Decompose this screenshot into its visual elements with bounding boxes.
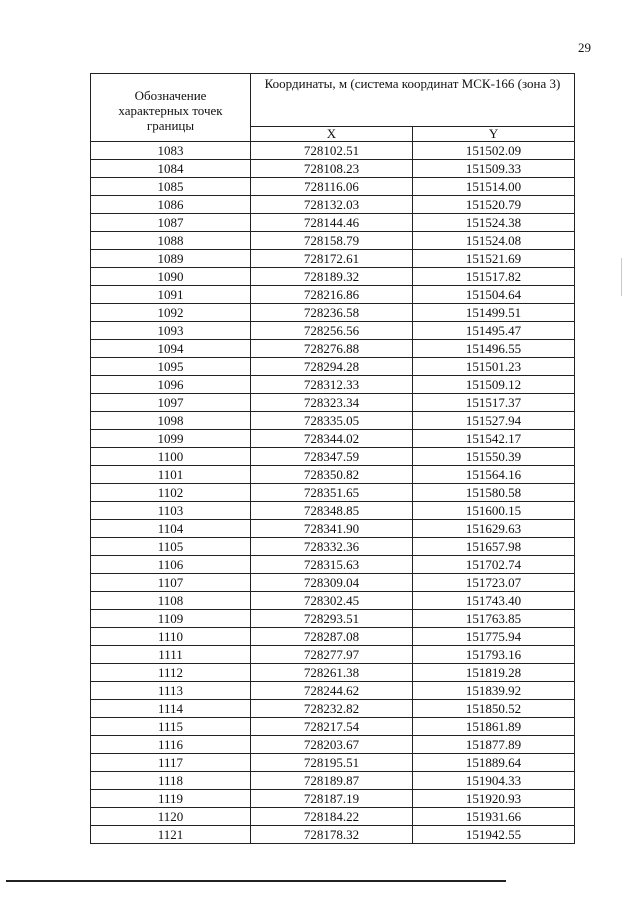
point-id-cell: 1084 bbox=[91, 160, 251, 178]
point-id-cell: 1113 bbox=[91, 682, 251, 700]
table-row bbox=[91, 556, 575, 574]
y-coordinate-cell: 151514.00 bbox=[413, 178, 575, 196]
x-coordinate-cell: 728302.45 bbox=[251, 592, 413, 610]
table-row bbox=[91, 772, 575, 790]
x-coordinate-cell: 728232.82 bbox=[251, 700, 413, 718]
table-row bbox=[91, 448, 575, 466]
x-coordinate-cell: 728184.22 bbox=[251, 808, 413, 826]
table-row bbox=[91, 376, 575, 394]
x-coordinate-cell: 728144.46 bbox=[251, 214, 413, 232]
x-coordinate-cell: 728158.79 bbox=[251, 232, 413, 250]
x-coordinate-cell: 728195.51 bbox=[251, 754, 413, 772]
y-coordinate-cell: 151502.09 bbox=[413, 142, 575, 160]
x-coordinate-cell: 728189.32 bbox=[251, 268, 413, 286]
table-row bbox=[91, 790, 575, 808]
point-id-cell: 1106 bbox=[91, 556, 251, 574]
point-id-cell: 1119 bbox=[91, 790, 251, 808]
point-id-cell: 1093 bbox=[91, 322, 251, 340]
table-row bbox=[91, 628, 575, 646]
point-id-cell: 1112 bbox=[91, 664, 251, 682]
y-coordinate-cell: 151743.40 bbox=[413, 592, 575, 610]
table-row bbox=[91, 610, 575, 628]
scan-margin-mark bbox=[621, 258, 622, 296]
y-coordinate-cell: 151527.94 bbox=[413, 412, 575, 430]
y-coordinate-cell: 151702.74 bbox=[413, 556, 575, 574]
y-coordinate-cell: 151877.89 bbox=[413, 736, 575, 754]
table-row bbox=[91, 160, 575, 178]
point-id-cell: 1108 bbox=[91, 592, 251, 610]
y-coordinate-cell: 151509.33 bbox=[413, 160, 575, 178]
x-coordinate-cell: 728217.54 bbox=[251, 718, 413, 736]
y-coordinate-cell: 151629.63 bbox=[413, 520, 575, 538]
x-coordinate-cell: 728244.62 bbox=[251, 682, 413, 700]
x-coordinate-cell: 728108.23 bbox=[251, 160, 413, 178]
point-id-cell: 1091 bbox=[91, 286, 251, 304]
y-coordinate-cell: 151931.66 bbox=[413, 808, 575, 826]
table-row bbox=[91, 232, 575, 250]
x-coordinate-cell: 728216.86 bbox=[251, 286, 413, 304]
x-coordinate-cell: 728261.38 bbox=[251, 664, 413, 682]
point-id-cell: 1094 bbox=[91, 340, 251, 358]
table-row bbox=[91, 520, 575, 538]
bottom-rule bbox=[6, 880, 506, 882]
point-id-cell: 1097 bbox=[91, 394, 251, 412]
table-row bbox=[91, 700, 575, 718]
y-coordinate-cell: 151580.58 bbox=[413, 484, 575, 502]
table-row bbox=[91, 178, 575, 196]
y-coordinate-cell: 151920.93 bbox=[413, 790, 575, 808]
y-coordinate-cell: 151517.82 bbox=[413, 268, 575, 286]
x-coordinate-cell: 728189.87 bbox=[251, 772, 413, 790]
point-id-cell: 1115 bbox=[91, 718, 251, 736]
table-row bbox=[91, 340, 575, 358]
point-id-cell: 1098 bbox=[91, 412, 251, 430]
table-row bbox=[91, 358, 575, 376]
point-id-cell: 1117 bbox=[91, 754, 251, 772]
x-coordinate-cell: 728178.32 bbox=[251, 826, 413, 844]
point-id-cell: 1116 bbox=[91, 736, 251, 754]
table-row bbox=[91, 466, 575, 484]
column-header-x: X bbox=[251, 127, 413, 142]
x-coordinate-cell: 728351.65 bbox=[251, 484, 413, 502]
table-row bbox=[91, 412, 575, 430]
y-coordinate-cell: 151542.17 bbox=[413, 430, 575, 448]
column-header-designation: Обозначение характерных точек границы bbox=[91, 74, 251, 142]
y-coordinate-cell: 151793.16 bbox=[413, 646, 575, 664]
point-id-cell: 1120 bbox=[91, 808, 251, 826]
y-coordinate-cell: 151520.79 bbox=[413, 196, 575, 214]
x-coordinate-cell: 728348.85 bbox=[251, 502, 413, 520]
y-coordinate-cell: 151521.69 bbox=[413, 250, 575, 268]
x-coordinate-cell: 728344.02 bbox=[251, 430, 413, 448]
x-coordinate-cell: 728315.63 bbox=[251, 556, 413, 574]
y-coordinate-cell: 151819.28 bbox=[413, 664, 575, 682]
table-row bbox=[91, 196, 575, 214]
table-row bbox=[91, 718, 575, 736]
x-coordinate-cell: 728293.51 bbox=[251, 610, 413, 628]
y-coordinate-cell: 151839.92 bbox=[413, 682, 575, 700]
x-coordinate-cell: 728287.08 bbox=[251, 628, 413, 646]
table-row bbox=[91, 682, 575, 700]
y-coordinate-cell: 151657.98 bbox=[413, 538, 575, 556]
x-coordinate-cell: 728350.82 bbox=[251, 466, 413, 484]
point-id-cell: 1087 bbox=[91, 214, 251, 232]
y-coordinate-cell: 151904.33 bbox=[413, 772, 575, 790]
y-coordinate-cell: 151501.23 bbox=[413, 358, 575, 376]
y-coordinate-cell: 151495.47 bbox=[413, 322, 575, 340]
table-row bbox=[91, 736, 575, 754]
point-id-cell: 1109 bbox=[91, 610, 251, 628]
y-coordinate-cell: 151723.07 bbox=[413, 574, 575, 592]
table-row bbox=[91, 574, 575, 592]
x-coordinate-cell: 728332.36 bbox=[251, 538, 413, 556]
x-coordinate-cell: 728256.56 bbox=[251, 322, 413, 340]
y-coordinate-cell: 151600.15 bbox=[413, 502, 575, 520]
x-coordinate-cell: 728132.03 bbox=[251, 196, 413, 214]
table-row bbox=[91, 268, 575, 286]
x-coordinate-cell: 728203.67 bbox=[251, 736, 413, 754]
table-row bbox=[91, 808, 575, 826]
y-coordinate-cell: 151850.52 bbox=[413, 700, 575, 718]
point-id-cell: 1083 bbox=[91, 142, 251, 160]
point-id-cell: 1090 bbox=[91, 268, 251, 286]
table-row bbox=[91, 322, 575, 340]
table-row bbox=[91, 250, 575, 268]
point-id-cell: 1100 bbox=[91, 448, 251, 466]
y-coordinate-cell: 151524.38 bbox=[413, 214, 575, 232]
y-coordinate-cell: 151499.51 bbox=[413, 304, 575, 322]
point-id-cell: 1118 bbox=[91, 772, 251, 790]
point-id-cell: 1086 bbox=[91, 196, 251, 214]
y-coordinate-cell: 151550.39 bbox=[413, 448, 575, 466]
x-coordinate-cell: 728335.05 bbox=[251, 412, 413, 430]
point-id-cell: 1104 bbox=[91, 520, 251, 538]
table-row bbox=[91, 664, 575, 682]
table-row bbox=[91, 214, 575, 232]
x-coordinate-cell: 728116.06 bbox=[251, 178, 413, 196]
table-row bbox=[91, 592, 575, 610]
x-coordinate-cell: 728312.33 bbox=[251, 376, 413, 394]
point-id-cell: 1092 bbox=[91, 304, 251, 322]
table-row bbox=[91, 754, 575, 772]
x-coordinate-cell: 728276.88 bbox=[251, 340, 413, 358]
x-coordinate-cell: 728341.90 bbox=[251, 520, 413, 538]
x-coordinate-cell: 728294.28 bbox=[251, 358, 413, 376]
table-row bbox=[91, 394, 575, 412]
point-id-cell: 1111 bbox=[91, 646, 251, 664]
page-number: 29 bbox=[578, 40, 591, 55]
point-id-cell: 1105 bbox=[91, 538, 251, 556]
table-row bbox=[91, 538, 575, 556]
x-coordinate-cell: 728172.61 bbox=[251, 250, 413, 268]
y-coordinate-cell: 151889.64 bbox=[413, 754, 575, 772]
y-coordinate-cell: 151524.08 bbox=[413, 232, 575, 250]
y-coordinate-cell: 151763.85 bbox=[413, 610, 575, 628]
table-header bbox=[91, 74, 575, 142]
table-body bbox=[91, 142, 575, 844]
table-row bbox=[91, 826, 575, 844]
point-id-cell: 1107 bbox=[91, 574, 251, 592]
column-header-coordinates: Координаты, м (система координат МСК-166 (зона 3) bbox=[251, 74, 575, 127]
table-row bbox=[91, 286, 575, 304]
point-id-cell: 1114 bbox=[91, 700, 251, 718]
point-id-cell: 1085 bbox=[91, 178, 251, 196]
point-id-cell: 1101 bbox=[91, 466, 251, 484]
point-id-cell: 1088 bbox=[91, 232, 251, 250]
point-id-cell: 1089 bbox=[91, 250, 251, 268]
table-row bbox=[91, 646, 575, 664]
y-coordinate-cell: 151564.16 bbox=[413, 466, 575, 484]
y-coordinate-cell: 151861.89 bbox=[413, 718, 575, 736]
point-id-cell: 1095 bbox=[91, 358, 251, 376]
y-coordinate-cell: 151775.94 bbox=[413, 628, 575, 646]
column-header-y: Y bbox=[413, 127, 575, 142]
y-coordinate-cell: 151509.12 bbox=[413, 376, 575, 394]
point-id-cell: 1096 bbox=[91, 376, 251, 394]
x-coordinate-cell: 728277.97 bbox=[251, 646, 413, 664]
point-id-cell: 1102 bbox=[91, 484, 251, 502]
table-row bbox=[91, 502, 575, 520]
y-coordinate-cell: 151942.55 bbox=[413, 826, 575, 844]
point-id-cell: 1110 bbox=[91, 628, 251, 646]
x-coordinate-cell: 728102.51 bbox=[251, 142, 413, 160]
x-coordinate-cell: 728323.34 bbox=[251, 394, 413, 412]
table-row bbox=[91, 484, 575, 502]
x-coordinate-cell: 728236.58 bbox=[251, 304, 413, 322]
point-id-cell: 1099 bbox=[91, 430, 251, 448]
y-coordinate-cell: 151496.55 bbox=[413, 340, 575, 358]
table-row bbox=[91, 142, 575, 160]
header-row-top bbox=[91, 74, 575, 127]
y-coordinate-cell: 151517.37 bbox=[413, 394, 575, 412]
x-coordinate-cell: 728187.19 bbox=[251, 790, 413, 808]
y-coordinate-cell: 151504.64 bbox=[413, 286, 575, 304]
x-coordinate-cell: 728347.59 bbox=[251, 448, 413, 466]
point-id-cell: 1103 bbox=[91, 502, 251, 520]
point-id-cell: 1121 bbox=[91, 826, 251, 844]
coordinates-table bbox=[90, 73, 575, 844]
table-row bbox=[91, 430, 575, 448]
x-coordinate-cell: 728309.04 bbox=[251, 574, 413, 592]
table-row bbox=[91, 304, 575, 322]
